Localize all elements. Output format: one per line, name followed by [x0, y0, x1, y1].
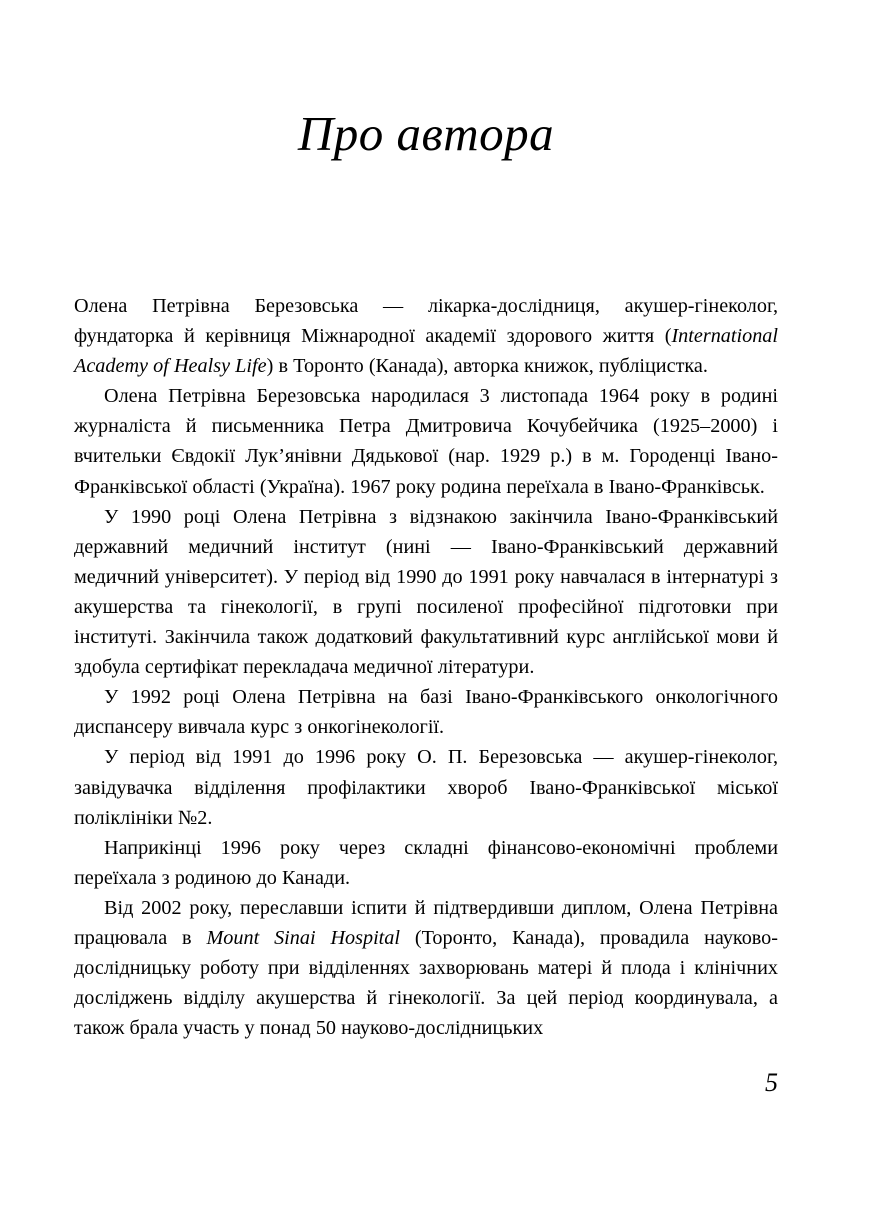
text-run: У 1990 році Олена Петрівна з відзнакою закінчила Івано-Франківський державний медичний інститут (нині — Івано-Франківський державний медичний університет). У період від 1990 до 1991 року навчалася в інтернатурі з акушерства та гінекології, в групі посиленої професійної підготовки при інституті. Закінчила також додатковий факультативний курс англійської мови й здобула сертифікат перекладача медичної літератури. — [74, 505, 778, 679]
body-text-block — [74, 291, 778, 1043]
paragraph-education — [74, 502, 778, 683]
text-run: Олена Петрівна Березовська — лікарка-дослідниця, акушер-гінеколог, фундаторка й керівниця Міжнародної академії здорового життя ( — [74, 295, 778, 348]
paragraph-clinic-work — [74, 742, 778, 832]
italic-run: Mount Sinai Hospital — [206, 926, 400, 949]
paragraph-oncology-course — [74, 682, 778, 742]
page-number: 5 — [765, 1068, 778, 1097]
text-run: Наприкінці 1996 року через складні фінансово-економічні проблеми переїхала з родиною до Канади. — [74, 836, 778, 889]
paragraph-birth — [74, 381, 778, 501]
page-title: Про автора — [297, 106, 555, 161]
paragraph-intro — [74, 291, 778, 381]
text-run: У період від 1991 до 1996 року О. П. Березовська — акушер-гінеколог, завідувачка відділення профілактики хвороб Івано-Франківської міської поліклініки №2. — [74, 746, 778, 829]
italic-run: International Academy of Healsy Life — [74, 325, 778, 378]
text-run: Від 2002 року, переславши іспити й підтвердивши диплом, Олена Петрівна працювала в — [74, 896, 778, 949]
text-run: ) в Торонто (Канада), авторка книжок, публіцистка. — [266, 355, 708, 378]
text-run: (Торонто, Канада), провадила науково-дослідницьку роботу при відділеннях захворювань матері й плода і клінічних досліджень відділу акушерства й гінекології. За цей період координувала, а також брала участь у понад 50 науково-дослідницьких — [74, 926, 778, 1040]
text-run: Олена Петрівна Березовська народилася 3 листопада 1964 року в родині журналіста й письменника Петра Дмитровича Кочубейчика (1925–2000) і вчительки Євдокії Лук’янівни Дядькової (нар. 1929 р.) в м. Городенці Івано-Франківської області (Україна). 1967 року родина переїхала в Івано-Франківськ. — [74, 385, 778, 498]
text-run: У 1992 році Олена Петрівна на базі Івано-Франківського онкологічного диспансеру вивчала курс з онкогінекології. — [74, 686, 778, 739]
paragraph-emigration — [74, 833, 778, 893]
paragraph-canada-career — [74, 893, 778, 1043]
